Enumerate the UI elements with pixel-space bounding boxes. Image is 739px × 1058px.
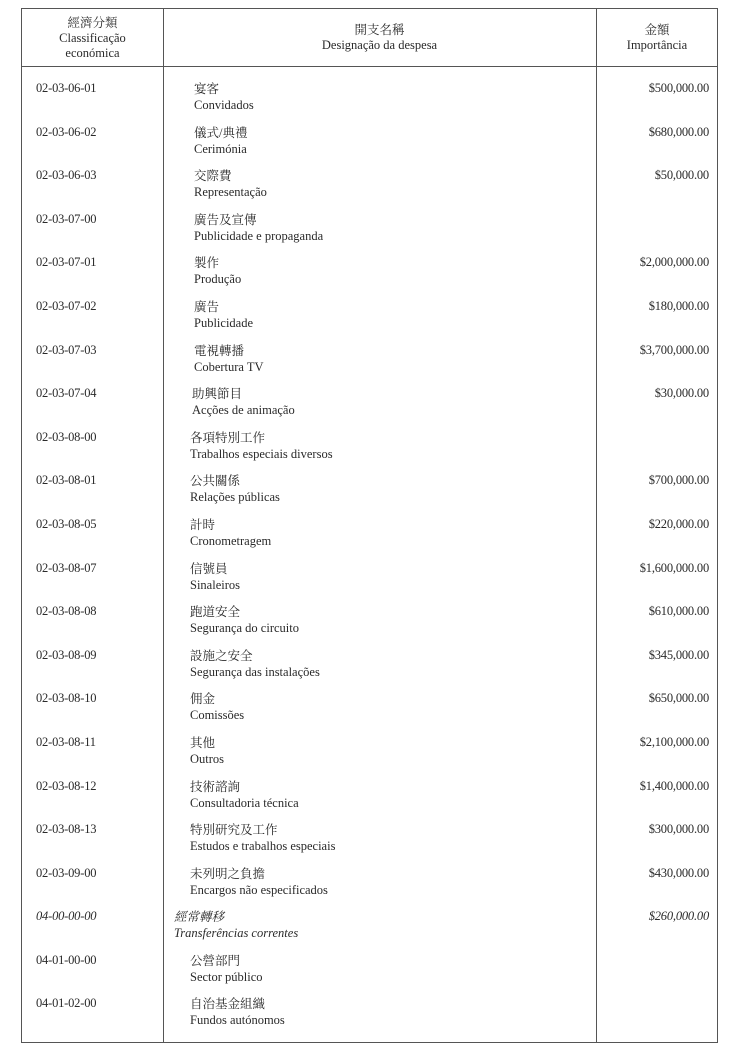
amount-value: $260,000.00: [648, 909, 709, 924]
amount-value: $30,000.00: [654, 386, 709, 401]
designation-pt: Cobertura TV: [194, 359, 264, 374]
expense-code: 02-03-06-03: [36, 168, 97, 183]
designation-zh: 其他: [190, 735, 216, 750]
table-row: [22, 285, 717, 329]
header-classification-pt2: económica: [65, 45, 120, 60]
designation-zh: 跑道安全: [190, 605, 241, 620]
expense-code: 02-03-08-05: [36, 516, 97, 531]
designation-pt: Produção: [194, 272, 242, 287]
table-row: [22, 939, 717, 983]
table-row: [22, 852, 717, 896]
amount-value: $3,700,000.00: [639, 342, 709, 357]
designation-pt: Publicidade e propaganda: [194, 228, 324, 243]
designation-pt: Acções de animação: [192, 403, 295, 418]
table-row: [22, 329, 717, 373]
table-row: [22, 677, 717, 721]
designation-zh: 公共關係: [190, 474, 241, 489]
designation-zh: 經常轉移: [174, 910, 225, 925]
header-designation-zh: 開支名稱: [354, 23, 405, 37]
designation-pt: Segurança das instalações: [190, 664, 320, 679]
expense-code: 02-03-08-00: [36, 429, 97, 444]
designation-zh: 交際費: [194, 169, 232, 184]
designation-zh: 電視轉播: [194, 343, 245, 358]
designation-zh: 佣金: [190, 692, 216, 707]
designation-zh: 特別研究及工作: [190, 823, 278, 838]
designation-zh: 公營部門: [190, 953, 241, 968]
expense-code: 02-03-06-02: [36, 124, 97, 139]
amount-value: $1,600,000.00: [639, 560, 709, 575]
expense-code: 02-03-08-08: [36, 604, 97, 619]
expense-code: 02-03-08-13: [36, 822, 97, 837]
amount-value: $2,000,000.00: [639, 255, 709, 270]
designation-zh: 設施之安全: [190, 648, 253, 663]
expense-code: 04-00-00-00: [36, 909, 97, 924]
amount-value: $650,000.00: [648, 691, 709, 706]
designation-pt: Representação: [194, 185, 267, 200]
table-header: [22, 9, 717, 67]
designation-pt: Sinaleiros: [190, 577, 240, 592]
expense-code: 02-03-07-02: [36, 298, 97, 313]
table-row: [22, 895, 717, 939]
amount-value: $2,100,000.00: [639, 734, 709, 749]
amount-value: $300,000.00: [648, 822, 709, 837]
table-row: [22, 590, 717, 634]
table-row: [22, 241, 717, 285]
designation-zh: 助興節目: [192, 387, 243, 402]
header-classification-pt1: Classificação: [59, 30, 126, 45]
header-classification-zh: 經濟分類: [67, 15, 118, 30]
designation-pt: Convidados: [194, 98, 254, 112]
amount-value: $50,000.00: [654, 168, 709, 183]
table-row: [22, 503, 717, 547]
table-row: [22, 111, 717, 155]
header-amount-pt: Importância: [626, 38, 688, 52]
designation-zh: 計時: [190, 517, 216, 532]
amount-value: $610,000.00: [648, 604, 709, 619]
expense-code: 02-03-08-07: [36, 560, 97, 575]
table-row: [22, 808, 717, 852]
amount-value: $1,400,000.00: [639, 778, 709, 793]
expense-code: 02-03-09-00: [36, 865, 97, 880]
designation-pt: Cronometragem: [190, 533, 272, 548]
table-body: [22, 67, 717, 1026]
header-amount-zh: 金額: [644, 23, 670, 37]
table-row: [22, 547, 717, 591]
expense-code: 02-03-08-11: [36, 734, 96, 749]
expense-code: 02-03-08-12: [36, 778, 97, 793]
designation-pt: Transferências correntes: [174, 926, 299, 941]
header-designation: [163, 9, 596, 67]
designation-pt: Publicidade: [194, 315, 254, 330]
table-row: [22, 372, 717, 416]
header-designation-pt: Designação da despesa: [321, 38, 438, 52]
designation-zh: 技術諮詢: [190, 779, 241, 794]
designation-pt: Encargos não especificados: [190, 882, 328, 897]
designation-pt: Sector público: [190, 969, 263, 984]
designation-zh: 各項特別工作: [190, 430, 266, 445]
table-row: [22, 982, 717, 1026]
expense-code: 02-03-07-00: [36, 211, 97, 226]
expense-code: 02-03-07-01: [36, 255, 97, 270]
designation-pt: Comissões: [190, 708, 245, 723]
table-row: [22, 416, 717, 460]
designation-pt: Trabalhos especiais diversos: [190, 446, 333, 461]
designation-pt: Consultadoria técnica: [190, 795, 299, 810]
amount-value: $680,000.00: [648, 124, 709, 139]
amount-value: $345,000.00: [648, 647, 709, 662]
designation-zh: 宴客: [194, 82, 220, 96]
designation-zh: 廣告及宣傳: [194, 212, 257, 227]
expense-code: 02-03-06-01: [36, 81, 97, 95]
table-row: [22, 459, 717, 503]
table-row: [22, 721, 717, 765]
expense-code: 04-01-00-00: [36, 952, 97, 967]
amount-value: $220,000.00: [648, 516, 709, 531]
amount-value: $430,000.00: [648, 865, 709, 880]
designation-zh: 未列明之負擔: [190, 866, 266, 881]
table-row: [22, 765, 717, 809]
designation-pt: Estudos e trabalhos especiais: [190, 839, 336, 854]
table-row: [22, 198, 717, 242]
table-row: [22, 67, 717, 111]
amount-value: $700,000.00: [648, 473, 709, 488]
designation-zh: 儀式/典禮: [194, 125, 248, 140]
designation-pt: Segurança do circuito: [190, 621, 299, 636]
designation-zh: 自治基金組織: [190, 997, 266, 1012]
budget-table: [21, 8, 718, 1043]
designation-zh: 廣告: [194, 299, 220, 314]
expense-code: 02-03-08-01: [36, 473, 97, 488]
amount-value: $180,000.00: [648, 298, 709, 313]
designation-pt: Outros: [190, 751, 225, 766]
expense-code: 02-03-07-03: [36, 342, 97, 357]
designation-pt: Cerimónia: [194, 141, 247, 156]
designation-pt: Fundos autónomos: [190, 1013, 285, 1028]
expense-code: 04-01-02-00: [36, 996, 97, 1011]
header-classification: [22, 9, 163, 67]
expense-code: 02-03-08-10: [36, 691, 97, 706]
designation-pt: Relações públicas: [190, 490, 280, 505]
table-row: [22, 154, 717, 198]
designation-zh: 製作: [194, 256, 220, 271]
header-amount: [596, 9, 718, 67]
designation-zh: 信號員: [190, 561, 228, 576]
expense-code: 02-03-07-04: [36, 386, 97, 401]
table-row: [22, 634, 717, 678]
expense-code: 02-03-08-09: [36, 647, 97, 662]
amount-value: $500,000.00: [648, 81, 709, 95]
